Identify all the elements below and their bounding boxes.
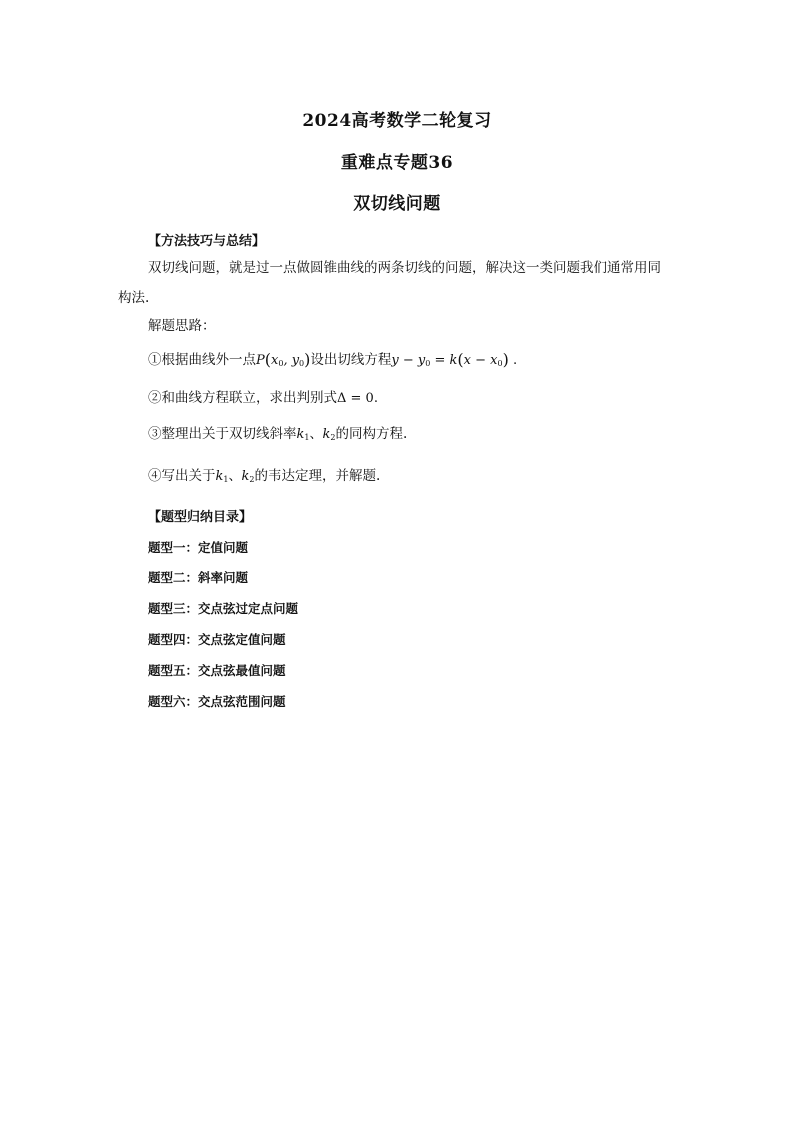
intro-line2: 构法. xyxy=(118,290,150,306)
catalog-item-6: 题型六：交点弦范围问题 xyxy=(148,694,286,709)
step4-suffix: 的韦达定理，并解题. xyxy=(254,468,381,484)
catalog-item-1: 题型一：定值问题 xyxy=(148,540,249,555)
discriminant-formula: Δ = 0 xyxy=(337,391,374,406)
catalog-item-3: 题型三：交点弦过定点问题 xyxy=(148,601,299,616)
step-1: ①根据曲线外一点$P(x_0$, $y_0$)设出切线方程$y - y_0 = k(x - x_0)$ . xyxy=(148,350,518,369)
steps-label: 解题思路： xyxy=(148,318,216,334)
doc-title-line2: 重难点专题36 xyxy=(340,153,454,173)
doc-title-line3: 双切线问题 xyxy=(353,194,441,214)
step1-middle: 设出切线方程 xyxy=(310,352,392,368)
point-formula: $P(x_0$, $y_0$) xyxy=(256,350,311,369)
step-2: ②和曲线方程联立，求出判别式Δ = 0. xyxy=(148,390,378,406)
intro-line1: 双切线问题，就是过一点做圆锥曲线的两条切线的问题，解决这一类问题我们通常用同 xyxy=(148,260,661,276)
step3-suffix: 的同构方程. xyxy=(335,426,408,442)
methods-heading: 【方法技巧与总结】 xyxy=(148,234,266,249)
slopes-k1-k2-vieta: $k_1$、$k_2$ xyxy=(215,469,255,484)
catalog-item-5: 题型五：交点弦最值问题 xyxy=(148,663,286,678)
step2-prefix: ②和曲线方程联立，求出判别式 xyxy=(148,390,337,406)
step3-prefix: ③整理出关于双切线斜率 xyxy=(148,426,297,442)
step4-prefix: ④写出关于 xyxy=(148,468,216,484)
catalog-heading: 【题型归纳目录】 xyxy=(148,510,253,525)
tangent-equation: $y - y_0 = k(x - x_0)$ xyxy=(391,350,509,369)
step-3 xyxy=(148,424,407,448)
catalog-item-4: 题型四：交点弦定值问题 xyxy=(148,632,286,647)
step-4 xyxy=(148,466,380,490)
catalog-item-2: 题型二：斜率问题 xyxy=(148,570,249,585)
slopes-k1-k2: $k_1$、$k_2$ xyxy=(296,427,336,442)
doc-title-line1: 2024高考数学二轮复习 xyxy=(302,111,492,131)
step1-prefix: ①根据曲线外一点 xyxy=(148,352,256,368)
